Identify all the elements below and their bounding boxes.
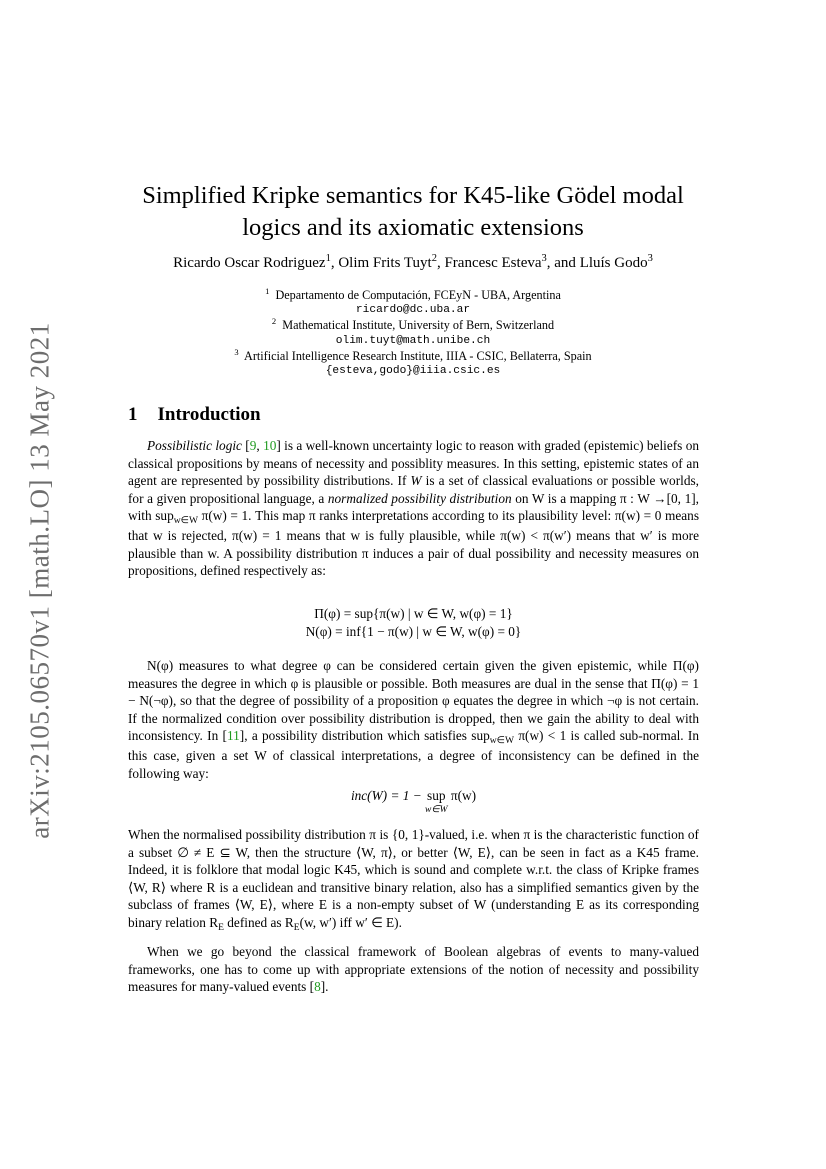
affiliation: $^1$ Departamento de Computación, FCEyN - UBA, Argentina bbox=[265, 285, 561, 302]
affiliation: $^2$ Mathematical Institute, University of Bern, Switzerland bbox=[271, 316, 555, 333]
author-separator: , bbox=[436, 255, 445, 271]
title-line-2: logics and its axiomatic extensions bbox=[242, 214, 584, 241]
affiliation-email[interactable]: olim.tuyt@math.unibe.ch bbox=[335, 334, 491, 347]
author-affil-mark: 3 bbox=[541, 253, 547, 264]
affiliation-list bbox=[100, 285, 726, 379]
author-affil-mark: 1 bbox=[325, 253, 331, 264]
author-name: Ricardo Oscar Rodriguez bbox=[173, 255, 326, 271]
affiliation-email[interactable]: {esteva,godo}@iiia.csic.es bbox=[325, 365, 501, 378]
affiliation-email[interactable]: ricardo@dc.uba.ar bbox=[355, 304, 471, 317]
section-heading bbox=[128, 404, 261, 426]
arxiv-side-stamp bbox=[20, 310, 60, 850]
paragraph-4: When we go beyond the classical framework of Boolean algebras of events to many-valued frameworks, one has to come up with appropriate extensions of the notion of necessity and possibility measures for many-valued events [8]. bbox=[128, 944, 699, 995]
equation-possibility-necessity: Π(φ) = sup{π(w) | w ∈ W, w(φ) = 1} N(φ) = inf{1 − π(w) | w ∈ W, w(φ) = 0} bbox=[305, 606, 522, 639]
author-separator: , bbox=[330, 255, 339, 271]
author-name: Francesc Esteva bbox=[444, 255, 542, 271]
author-affil-mark: 2 bbox=[431, 253, 437, 264]
citation-link[interactable]: 9 bbox=[249, 438, 257, 453]
affiliation: $^3$ Artificial Intelligence Research Institute, IIIA - CSIC, Bellaterra, Spain bbox=[234, 346, 592, 363]
section-title: Introduction bbox=[157, 404, 261, 425]
paragraph-2: N(φ) measures to what degree φ can be considered certain given the given epistemic, while Π(φ) measures the degree in which φ is plausible or possible. Both measures are dual in the sense that Π(φ) = 1 − N(¬φ), so that the degree of possibility of a proposition φ equates the degree in which ¬φ is not certain. If the normalized condition over possibility distribution is dropped, then we gain the ability to deal with inconsistency. In [11], a possibility distribution which satisfies sup$_{w\in W}$ π(w) < 1 is called sub-normal. In this case, given a set W of classical interpretations, a degree of inconsistency can be defined in the following way: bbox=[128, 658, 699, 781]
paragraph-3: When the normalised possibility distribution π is {0, 1}-valued, i.e. when π is the characteristic function of a subset ∅ ≠ E ⊆ W, then the structure ⟨W, π⟩, or better ⟨W, E⟩, can be seen in fact as a K45 frame. Indeed, it is folklore that modal logic K45, which is sound and complete w.r.t. the class of Kripke frames ⟨W, R⟩ where R is a euclidean and transitive binary relation, also has a simplified semantics given by the subclass of frames ⟨W, E⟩, where E is a non-empty subset of W (understanding E as its corresponding binary relation $R_E$ defined as $R_E(w$, w′) iff w′ ∈ E). bbox=[128, 827, 699, 933]
author-name: Olim Frits Tuyt bbox=[338, 255, 432, 271]
citation-link[interactable]: 10 bbox=[263, 438, 277, 453]
citation-link[interactable]: 11 bbox=[226, 728, 240, 744]
paper-title bbox=[100, 180, 726, 244]
paragraph-1: Possibilistic logic [9, 10] is a well-known uncertainty logic to reason with graded (epistemic) beliefs on classical propositions by means of necessity and possiblity measures. In this setting, epistemic states of an agent are represented by possibility distributions. If W is a set of classical evaluations or possible worlds, for a given propositional language, a normalized possibility distribution on W is a mapping π : W →[0, 1], with sup$_{w\in W}$ π(w) = 1. This map π ranks interpretations according to its plausibility level: π(w) = 0 means that w is rejected, π(w) = 1 means that w is fully plausible, while π(w) < π(w′) means that w′ is more plausible than w. A possibility distribution π induces a pair of dual possibility and necessity measures on propositions, defined respectively as: bbox=[128, 438, 699, 579]
author-name: Lluís Godo bbox=[579, 255, 648, 271]
section-number: 1 bbox=[128, 404, 138, 425]
author-affil-mark: 3 bbox=[647, 253, 653, 264]
equation-inconsistency: inc(W) = 1 − sup w∈W π(w) bbox=[350, 788, 477, 815]
arxiv-identifier: arXiv:2105.06570v1 [math.LO] 13 May 2021 bbox=[24, 321, 55, 839]
author-list bbox=[100, 255, 726, 272]
author-separator: , and bbox=[546, 255, 580, 271]
citation-link[interactable]: 8 bbox=[314, 979, 321, 995]
title-line-1: Simplified Kripke semantics for K45-like Gödel modal bbox=[142, 182, 684, 209]
